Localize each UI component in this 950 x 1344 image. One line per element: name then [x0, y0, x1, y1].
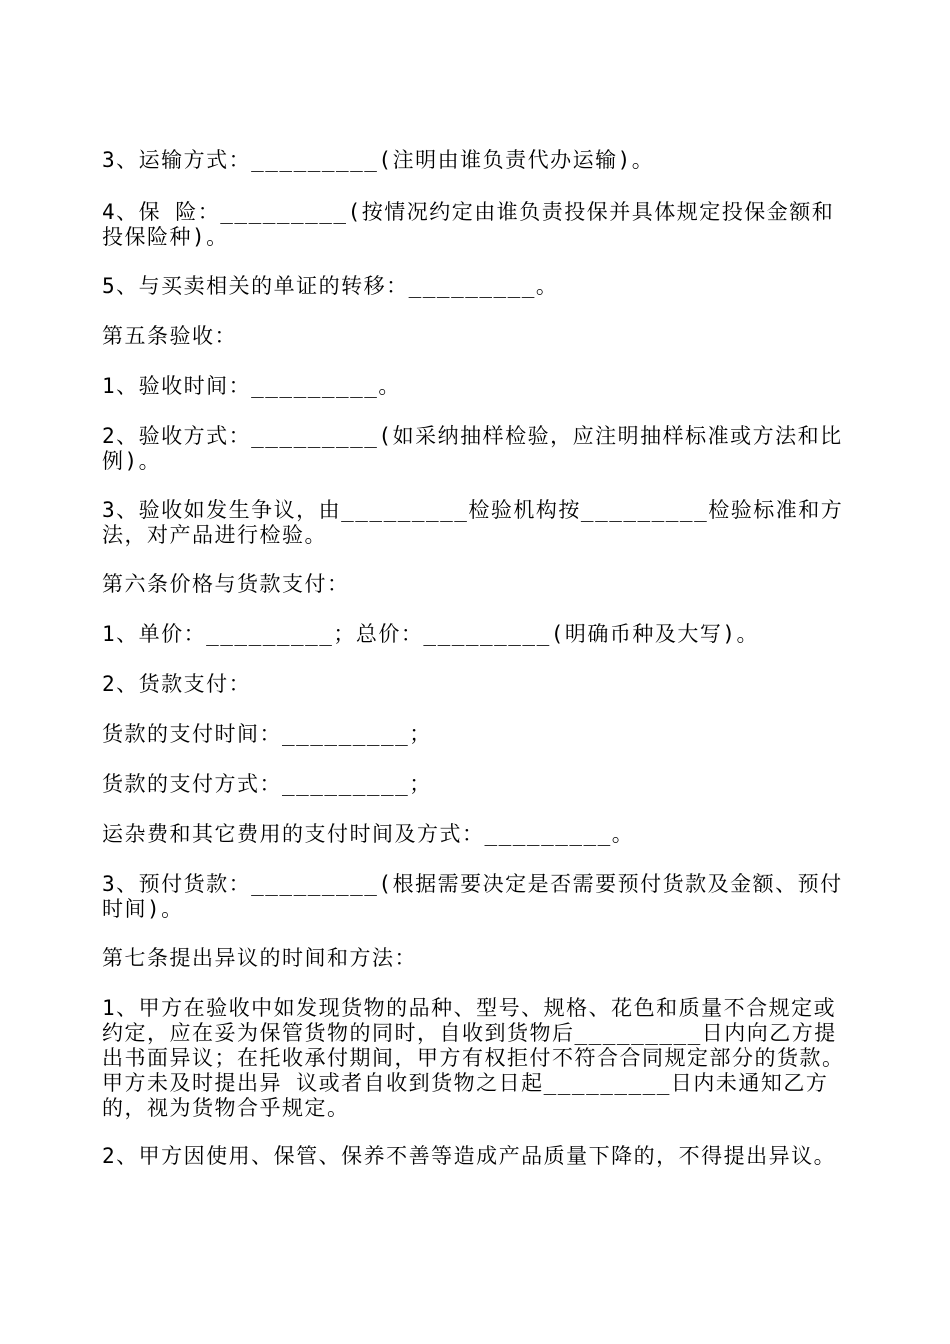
clause-objection-procedure: 1、甲方在验收中如发现货物的品种、型号、规格、花色和质量不合规定或约定，应在妥为保管货物的同时，自收到货物后_________日内向乙方提出书面异议；在托收承付期间，甲方有权拒付不符合合同规定部分的货款。甲方未及时提出异 议或者自收到货物之日起_________日内未通知乙方的，视为货物合乎规定。	[102, 996, 845, 1120]
section-heading-acceptance: 第五条验收：	[102, 324, 237, 348]
clause-insurance: 4、保 险：_________(按情况约定由谁负责投保并具体规定投保金额和投保险种)。	[102, 200, 835, 249]
clause-acceptance-time: 1、验收时间：_________。	[102, 374, 401, 398]
clause-acceptance-method: 2、验收方式：_________(如采纳抽样检验，应注明抽样标准或方法和比例)。	[102, 424, 843, 473]
clause-acceptance-dispute: 3、验收如发生争议，由_________检验机构按_________检验标准和方法，对产品进行检验。	[102, 498, 844, 547]
clause-freight-payment: 运杂费和其它费用的支付时间及方式：_________。	[102, 822, 635, 846]
section-heading-price-payment: 第六条价格与货款支付：	[102, 572, 350, 596]
clause-transport-method: 3、运输方式：_________(注明由谁负责代办运输)。	[102, 148, 655, 172]
clause-unit-total-price: 1、单价：_________；总价：_________(明确币种及大写)。	[102, 622, 760, 646]
clause-payment-method: 货款的支付方式：_________；	[102, 772, 432, 796]
clause-objection-exclusion: 2、甲方因使用、保管、保养不善等造成产品质量下降的，不得提出异议。	[102, 1144, 837, 1168]
clause-payment-time: 货款的支付时间：_________；	[102, 722, 432, 746]
clause-document-transfer: 5、与买卖相关的单证的转移：_________。	[102, 274, 559, 298]
section-heading-objection: 第七条提出异议的时间和方法：	[102, 946, 417, 970]
clause-advance-payment: 3、预付货款：_________(根据需要决定是否需要预付货款及金额、预付时间)。	[102, 872, 843, 921]
clause-payment-heading: 2、货款支付：	[102, 672, 252, 696]
